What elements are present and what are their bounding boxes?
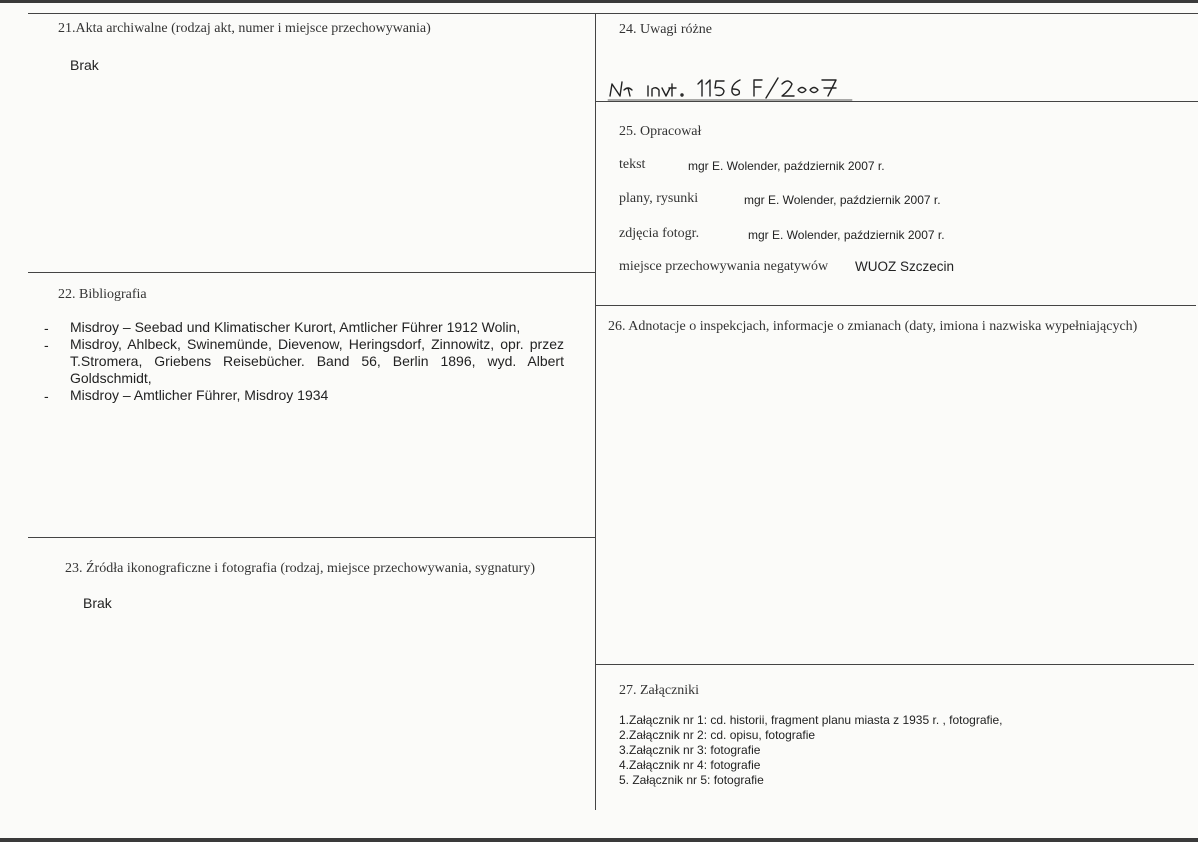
section-24-title: 24. Uwagi różne	[619, 22, 712, 37]
section-21-title: 21.Akta archiwalne (rodzaj akt, numer i miejsce przechowywania)	[58, 21, 431, 36]
bibliography-list	[44, 319, 564, 404]
section-22-title: 22. Bibliografia	[58, 287, 147, 302]
attachment-item: 3.Załącznik nr 3: fotografie	[619, 743, 761, 757]
vertical-divider	[595, 13, 596, 810]
section-25-title: 25. Opracował	[619, 124, 702, 139]
attachment-item: 1.Załącznik nr 1: cd. historii, fragment planu miasta z 1935 r. , fotografie,	[619, 713, 1003, 727]
credit-label-text: tekst	[619, 157, 646, 172]
divider-21-22	[28, 272, 595, 273]
divider-25-26	[596, 305, 1196, 306]
section-26-title: 26. Adnotacje o inspekcjach, informacje o zmianach (daty, imiona i nazwiska wypełniających)	[608, 319, 1138, 334]
credit-value-text: mgr E. Wolender, październik 2007 r.	[688, 159, 885, 173]
attachment-item: 5. Załącznik nr 5: fotografie	[619, 773, 764, 787]
credit-label-photos: zdjęcia fotogr.	[619, 226, 700, 241]
bibliography-item: - Misdroy – Seebad und Klimatischer Kurort, Amtlicher Führer 1912 Wolin,	[44, 319, 521, 336]
bibliography-item: - Misdroy – Amtlicher Führer, Misdroy 1934	[44, 387, 329, 404]
section-21-value: Brak	[70, 57, 99, 73]
section-27-title: 27. Załączniki	[619, 683, 700, 698]
section-23-title: 23. Źródła ikonograficzne i fotografia (rodzaj, miejsce przechowywania, sygnatury)	[65, 561, 535, 576]
attachments-list	[619, 713, 1003, 788]
credit-label-negatives: miejsce przechowywania negatywów	[619, 259, 829, 274]
attachment-item: 2.Załącznik nr 2: cd. opisu, fotografie	[619, 728, 816, 742]
divider-26-27	[596, 664, 1194, 665]
credit-label-plans: plany, rysunki	[619, 191, 699, 206]
handwritten-inventory-number	[606, 74, 856, 104]
section-23-value: Brak	[83, 595, 112, 611]
credit-value-photos: mgr E. Wolender, październik 2007 r.	[748, 228, 945, 242]
bibliography-item: - Misdroy, Ahlbeck, Swinemünde, Dievenow, Heringsdorf, Zinnowitz, opr. przez T.Stromera, Griebens Reisebücher. Band 56, Berlin 1896, wyd. Albert Goldschmidt,	[44, 336, 564, 386]
scan-edge-top	[0, 0, 1198, 3]
attachment-item: 4.Załącznik nr 4: fotografie	[619, 758, 761, 772]
credit-value-plans: mgr E. Wolender, październik 2007 r.	[744, 193, 941, 207]
divider-22-23	[28, 537, 595, 538]
top-border-line	[28, 13, 1198, 14]
credit-value-negatives: WUOZ Szczecin	[855, 259, 955, 274]
scan-edge-bottom	[0, 838, 1198, 842]
